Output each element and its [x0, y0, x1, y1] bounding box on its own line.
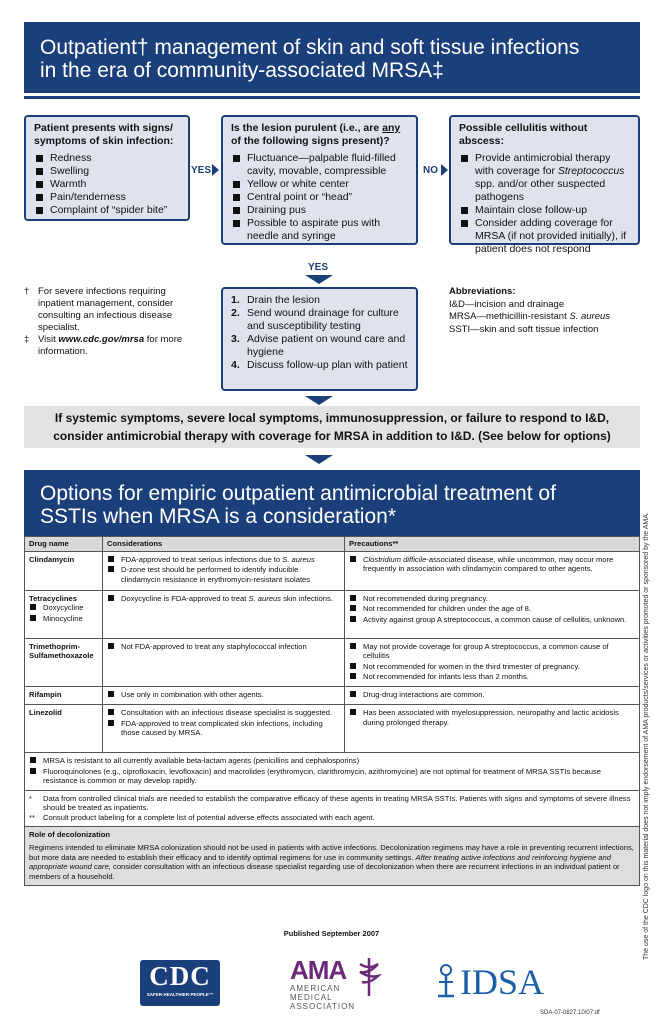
list-item: Fluctuance—palpable fluid-filled cavity, movable, compressible [231, 152, 408, 178]
list-item: Warmth [34, 178, 180, 191]
yes-label: YES [191, 165, 212, 176]
list-item: Consider adding coverage for MRSA (if not provided initially), if patient does not respond [459, 217, 630, 256]
header-banner [24, 22, 640, 93]
list-item: Draining pus [231, 204, 408, 217]
cellulitis-box [449, 115, 640, 255]
signs-title: Patient presents with signs/ symptoms of skin infection: [34, 122, 174, 147]
purulent-box [221, 115, 418, 245]
column-header: Precautions** [345, 537, 640, 552]
table-row: Trimethoprim-Sulfamethoxazole Not FDA-approved to treat any staphylococcal infection May not provide coverage for group A streptococcus, a common cause of cellulitis Not recommended for women in the third trimester of pregnancy. Not recommended for infants less than 2 months. [25, 638, 640, 686]
purulent-title: Is the lesion purulent (i.e., are any of the following signs present)? [231, 122, 401, 147]
idsa-logo: IDSA [435, 962, 560, 1002]
column-header: Considerations [103, 537, 345, 552]
list-item: Complaint of “spider bite” [34, 204, 180, 217]
list-item: 1. Drain the lesion [231, 294, 320, 306]
table-row: * Data from controlled clinical trials are needed to establish the comparative efficacy of these agents in treating MRSA SSTIs. Patients with signs and symptoms of severe illness should be treated as inpatients. ** Consult product labeling for a complete list of potential adverse effects associated with each agent. [25, 790, 640, 826]
abbreviations: Abbreviations: I&D—incision and drainage MRSA—methicillin-resistant S. aureus SSTI—skin and soft tissue infection [449, 286, 611, 335]
arrow-down-icon [305, 275, 333, 284]
section-title: Options for empiric outpatient antimicrobial treatment of SSTIs when MRSA is a consideration* [40, 482, 556, 528]
disclaimer-side: The use of the CDC logo on this material does not imply endorsement of AMA products/services or activities promoted or sponsored by the AMA. [643, 512, 650, 960]
page-title: Outpatient† management of skin and soft tissue infections in the era of community-associated MRSA‡ [40, 36, 580, 82]
arrow-right-icon [441, 164, 448, 176]
arrow-down-icon [305, 396, 333, 405]
arrow-right-icon [212, 164, 219, 176]
list-item: Maintain close follow-up [459, 204, 630, 217]
table-row: Clindamycin FDA-approved to treat serious infections due to S. aureus D-zone test should be performed to identify inducible clindamycin resistance in erythromycin-resistant isolates Clostridium difficile-associated disease, while uncommon, may occur more frequently in association with clindamycin compared to other agents. [25, 551, 640, 590]
microscope-icon [435, 962, 457, 1000]
ama-logo: AMA AMERICAN MEDICAL ASSOCIATION [290, 956, 385, 1012]
yes-label: YES [308, 262, 329, 273]
list-item: Pain/tenderness [34, 191, 180, 204]
no-label: NO [423, 165, 438, 176]
table-row: Tetracyclines Doxycycline Minocycline Doxycycline is FDA-approved to treat S. aureus skin infections. Not recommended during pregnancy. Not recommended for children under the age of 8. Activity against group A streptococcus, a common cause of cellulitis, unknown. [25, 590, 640, 638]
decolonization-row: Role of decolonization Regimens intended to eliminate MRSA colonization should not be used in patients with active infections. Decolonization regimens may have a role in preventing recurrent infections, but more data are needed to establish their efficacy and to identify optimal regimens for use in community settings. After treating active infections and reinforcing hygiene and appropriate wound care, consider consultation with an infectious disease specialist regarding use of decolonization when there are recurrent infections in an individual patient or members of a household. [25, 826, 640, 885]
list-item: 2. Send wound drainage for culture and susceptibility testing [231, 307, 399, 332]
table-header-row [25, 537, 640, 552]
list-item: Possible to aspirate pus with needle and syringe [231, 217, 408, 243]
treatment-table [24, 536, 640, 886]
arrow-down-icon [305, 455, 333, 464]
list-item: Provide antimicrobial therapy with coverage for Streptococcus spp. and/or other suspected pathogens [459, 152, 630, 204]
table-row: MRSA is resistant to all currently available beta-lactam agents (penicillins and cephalosporins) Fluoroquinolones (e.g., ciprofloxacin, levofloxacin) and macrolides (erythromycin, clarithromycin, azithromycine) are not optimal for treatment of MRSA SSTIs because resistance is common or may develop rapidly. [25, 752, 640, 790]
header-underline [24, 96, 640, 99]
treatment-table-wrap [24, 536, 640, 886]
caduceus-icon [356, 956, 382, 996]
list-item: 4. Discuss follow-up plan with patient [231, 359, 408, 371]
signs-box [24, 115, 190, 221]
cdc-logo: CDC SAFER·HEALTHIER·PEOPLE™ [140, 960, 220, 1006]
list-item: Redness [34, 152, 180, 165]
footnotes-flow: † For severe infections requiring inpatient management, consider consulting an infectious disease specialist. ‡ Visit www.cdc.gov/mrsa for more information. [24, 286, 183, 357]
column-header: Drug name [25, 537, 103, 552]
list-item: Central point or “head” [231, 191, 408, 204]
document-number: SDA-07-0827:10/07:df [540, 1010, 600, 1016]
cellulitis-title: Possible cellulitis without abscess: [459, 122, 588, 147]
steps-box [221, 287, 418, 391]
treatment-banner [24, 470, 640, 536]
list-item: 3. Advise patient on wound care and hygiene [231, 333, 406, 358]
table-row: Linezolid Consultation with an infectious disease specialist is suggested. FDA-approved to treat complicated skin infections, including those caused by MRSA. Has been associated with myelosuppression, neuropathy and lactic acidosis during prolonged therapy. [25, 704, 640, 752]
table-row: Rifampin Use only in combination with other agents. Drug-drug interactions are common. [25, 686, 640, 704]
cdc-link[interactable]: www.cdc.gov/mrsa [58, 334, 145, 345]
list-item: Yellow or white center [231, 178, 408, 191]
published-date: Published September 2007 [283, 929, 380, 938]
systemic-callout: If systemic symptoms, severe local symptoms, immunosuppression, or failure to respond to I&D, consider antimicrobial therapy with coverage for MRSA in addition to I&D. (See below for options) [24, 406, 640, 448]
list-item: Swelling [34, 165, 180, 178]
